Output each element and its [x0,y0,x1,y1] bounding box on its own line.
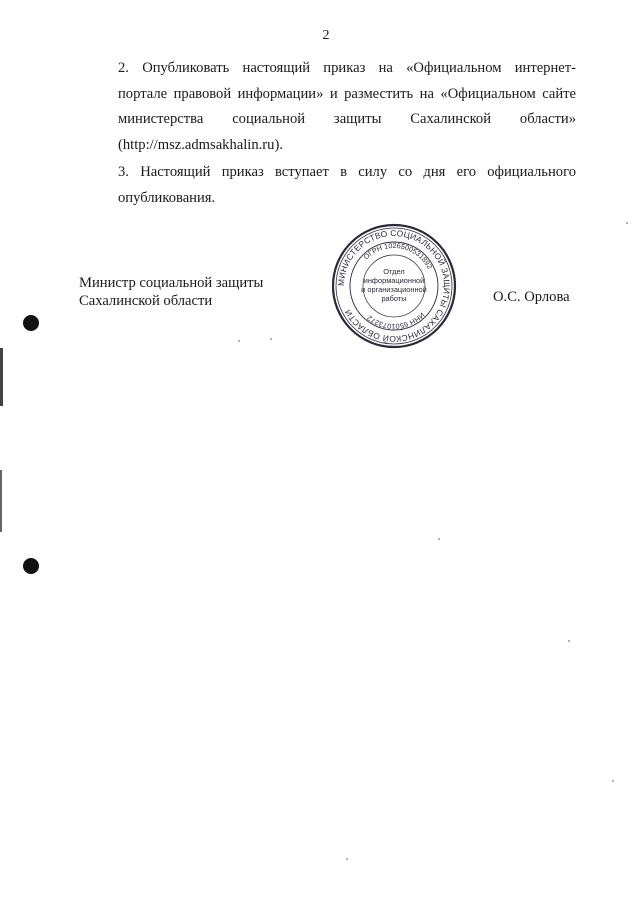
scan-speck [612,780,614,782]
page-number: 2 [322,28,330,43]
seal-center-line: информационной [363,276,425,285]
signer-name: О.С. Орлова [493,289,570,305]
seal-graphic [330,222,458,350]
document-body [79,56,576,211]
scan-speck [626,222,628,224]
scan-edge-mark [0,470,2,532]
seal-center-line: Отдел [383,267,405,276]
seal-center-line: работы [381,294,407,303]
paragraph-line: опубликования. [118,189,216,206]
paragraph-line: 2. Опубликовать настоящий приказ на «Официальном интернет- [118,60,576,76]
paragraph-line: 3. Настоящий приказ вступает в силу со дня его официального [118,164,576,180]
scan-edge-mark [0,348,3,406]
seal-inn: ИНН 6501073272 [365,310,427,332]
signer-position-line: Сахалинской области [79,293,213,309]
scan-speck [238,340,240,342]
scan-speck [270,338,272,340]
svg-text:ИНН 6501073272 [365,311,426,331]
seal-center-line: и организационной [361,285,427,294]
seal-ring-text: МИНИСТЕРСТВО СОЦИАЛЬНОЙ ЗАЩИТЫ САХАЛИНСКОЙ ОБЛАСТИ [335,227,453,345]
seal-ogrn: ОГРН 1026500531892 [361,240,435,271]
paragraph-line: портале правовой информации» и разместить на «Официальном сайте [118,85,576,102]
paragraph-publish [79,56,576,158]
paragraph-line: (http://msz.admsakhalin.ru). [118,136,283,153]
punch-hole [23,315,39,331]
punch-hole [23,558,39,574]
scan-speck [568,640,570,642]
paragraph-effective [79,160,576,211]
scan-speck [438,538,440,540]
signer-position-line: Министр социальной защиты [79,275,264,291]
paragraph-line: министерства социальной защиты Сахалинской области» [118,111,576,127]
scan-speck [346,858,348,860]
official-seal [330,222,458,350]
signer-position [79,274,263,310]
